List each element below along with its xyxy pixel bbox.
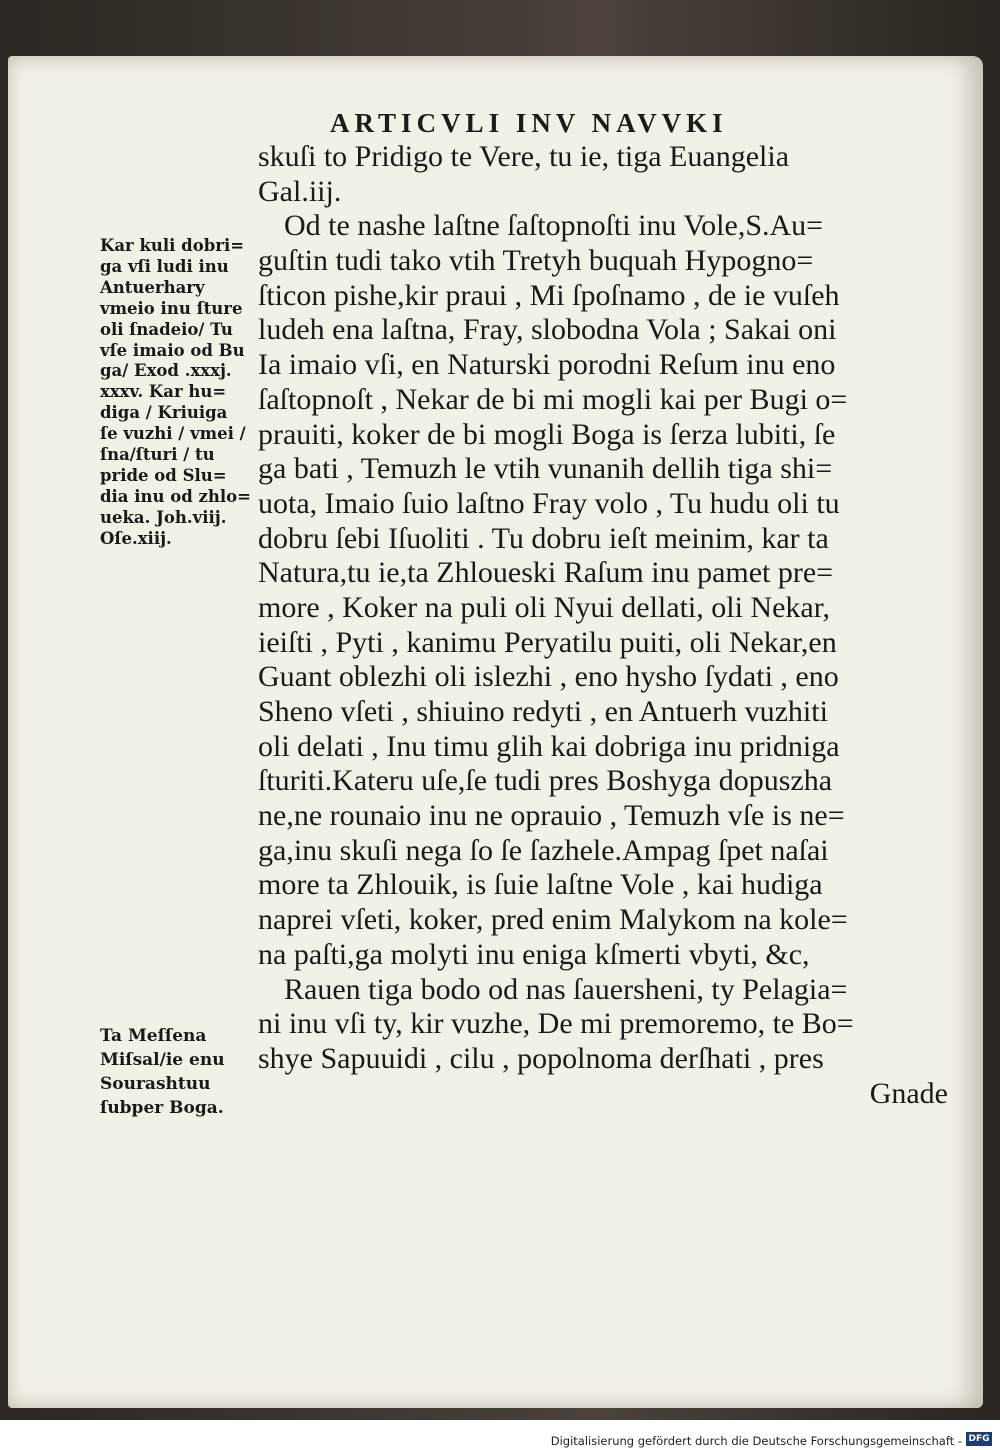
body-text (258, 140, 948, 1111)
body-line: ni inu vſi ty, kir vuzhe, De mi premoremo, te Bo= (258, 1007, 854, 1041)
body-line: shye Sapuuidi , cilu , popolnoma derſhati , pres (258, 1041, 824, 1075)
body-line: ſaſtopnoſt , Nekar de bi mi mogli kai per Bugi o= (258, 382, 848, 416)
body-line: dobru ſebi Iſuoliti . Tu dobru ieſt meinim, kar ta (258, 521, 829, 555)
margin-note-line: Sourashtuu (100, 1074, 211, 1094)
body-line: ieiſti , Pyti , kanimu Peryatilu puiti, oli Nekar,en (258, 625, 837, 659)
margin-note-line: vſe imaio od Bu (100, 340, 245, 360)
margin-note-line: pride od Slu= (100, 465, 227, 485)
margin-note-line: ga/ Exod .xxxj. (100, 361, 232, 381)
body-line: Od te nashe laſtne ſaſtopnoſti inu Vole,S.Au= (284, 209, 824, 243)
margin-note-line: Kar kuli dobri= (100, 236, 245, 255)
body-line: ludeh ena laſtna, Fray, slobodna Vola ; Sakai oni (258, 313, 837, 347)
body-line: na paſti,ga molyti inu eniga kſmerti vbyti, &c, (258, 937, 810, 971)
body-line: Gal.iij. (258, 174, 342, 208)
body-line: skuſi to Pridigo te Vere, tu ie, tiga Euangelia (258, 140, 790, 173)
body-line: ſturiti.Kateru uſe,ſe tudi pres Boshyga dopuszha (258, 764, 833, 798)
body-line: more ta Zhlouik, is ſuie laſtne Vole , kai hudiga (258, 868, 823, 902)
body-line: oli delati , Inu timu glih kai dobriga inu pridniga (258, 729, 840, 763)
body-line: Ia imaio vſi, en Naturski porodni Reſum inu eno (258, 348, 836, 382)
margin-note-line: ſna/ſturi / tu (100, 445, 215, 465)
dfg-logo: DFG (966, 1432, 992, 1446)
margin-note-line: Ta Meſſena (100, 1026, 207, 1046)
body-line: Rauen tiga bodo od nas ſauersheni, ty Pelagia= (284, 972, 848, 1006)
body-line: ga,inu skuſi nega ſo ſe ſazhele.Ampag ſpet naſai (258, 833, 829, 867)
body-line: Natura,tu ie,ta Zhloueski Raſum inu pamet pre= (258, 556, 834, 590)
margin-note-line: Antuerhary (100, 277, 205, 297)
margin-note-line: ueka. Joh.viij. (100, 507, 227, 527)
catchword: Gnade (869, 1076, 948, 1110)
margin-note-line: Oſe.xiij. (100, 528, 172, 548)
margin-note (100, 236, 268, 550)
margin-note-line: ſubper Boga. (100, 1098, 224, 1118)
body-line: more , Koker na puli oli Nyui dellati, oli Nekar, (258, 590, 830, 624)
body-line: guſtin tudi tako vtih Tretyh buquah Hypogno= (258, 244, 814, 278)
body-line: Sheno vſeti , shiuino redyti , en Antuerh vuzhiti (258, 695, 828, 728)
body-line: prauiti, koker de bi mogli Boga is ſerza lubiti, ſe (258, 417, 836, 451)
margin-note-line: diga / Kriuiga (100, 403, 228, 423)
margin-note-line: vmeio inu ſture (100, 298, 243, 318)
margin-note-line: xxxv. Kar hu= (100, 382, 227, 402)
margin-note-line: ga vſi ludi inu (100, 256, 229, 276)
margin-note-line: ſe vuzhi / vmei / (100, 424, 246, 444)
body-line: ſticon pishe,kir praui , Mi ſpoſnamo , de ie vuſeh (258, 278, 840, 312)
running-head: ARTICVLI INV NAVVKI (330, 108, 728, 138)
margin-note-line: dia inu od zhlo= (100, 486, 251, 506)
margin-note-line: Miſsal/ie enu (100, 1050, 225, 1070)
margin-note-line: oli ſnadeio/ Tu (100, 319, 233, 339)
margin-note (100, 1024, 268, 1120)
body-line: ne,ne rounaio inu ne oprauio , Temuzh vſe is ne= (258, 799, 845, 833)
body-line: uota, Imaio ſuio laſtno Fray volo , Tu hudu oli tu (258, 486, 840, 520)
body-line: ga bati , Temuzh le vtih vunanih dellih tiga shi= (258, 452, 833, 486)
body-line: naprei vſeti, koker, pred enim Malykom na kole= (258, 903, 848, 937)
body-line: Guant oblezhi oli islezhi , eno hysho ſydati , eno (258, 660, 839, 694)
footer-credit: Digitalisierung gefördert durch die Deutsche Forschungsgemeinschaft - (550, 1434, 962, 1448)
